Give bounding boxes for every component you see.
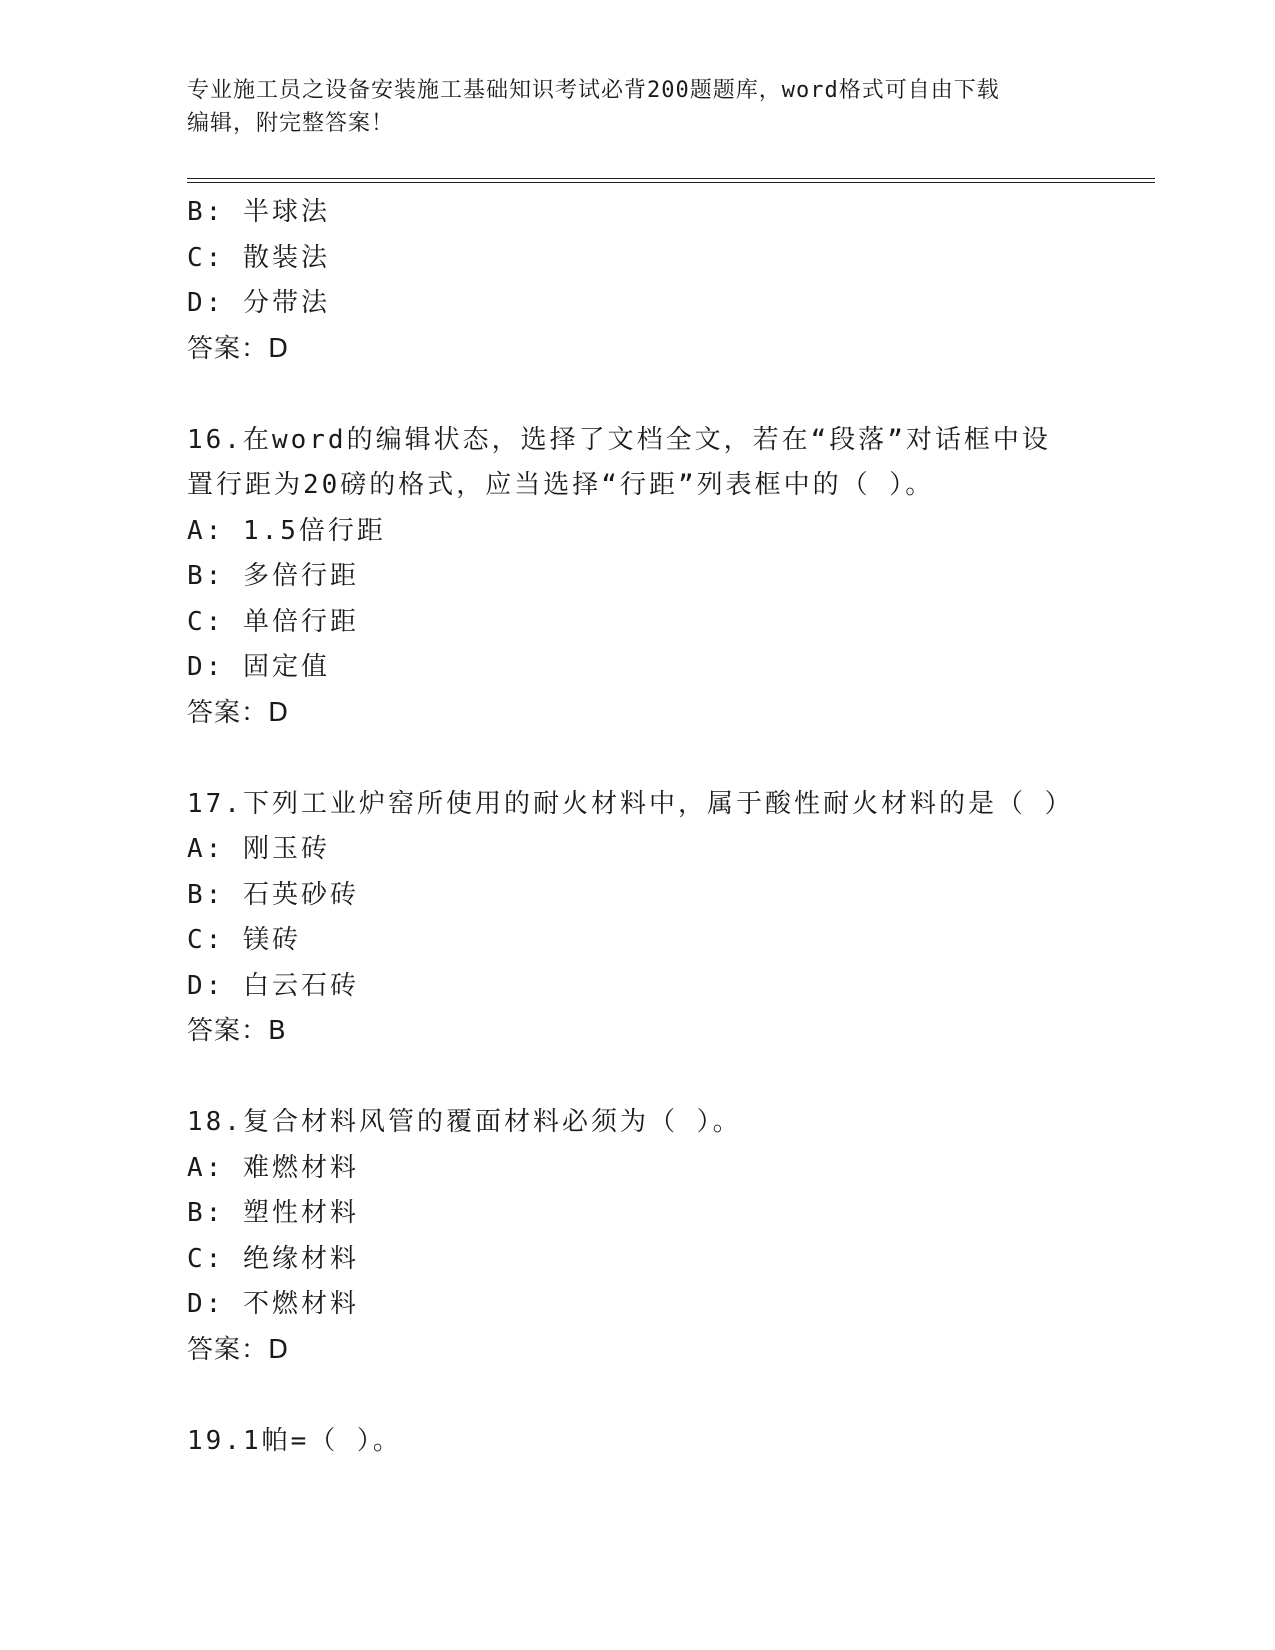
header-title-line-1: 专业施工员之设备安装施工基础知识考试必背200题题库，word格式可自由下载 — [187, 78, 1000, 103]
option-c: C: 单倍行距 — [187, 606, 359, 637]
option-d: D: 不燃材料 — [187, 1289, 359, 1319]
question-list — [187, 190, 1087, 1464]
header-title-line-2: 编辑，附完整答案！ — [187, 111, 395, 136]
option-b: B: 塑性材料 — [187, 1198, 359, 1228]
question-stem-line-2: 置行距为20磅的格式，应当选择“行距”列表框中的（ ）。 — [187, 470, 935, 500]
option-b: B: 半球法 — [187, 197, 330, 227]
question-stem-line-1: 18.复合材料风管的覆面材料必须为（ ）。 — [187, 1107, 742, 1137]
question-17 — [187, 782, 1087, 1055]
option-d: D: 白云石砖 — [187, 970, 359, 1001]
option-a: A: 1.5倍行距 — [187, 515, 386, 546]
option-c: C: 镁砖 — [187, 925, 301, 955]
question-stem-line-1: 19.1帕=（ ）。 — [187, 1425, 402, 1456]
option-a: A: 刚玉砖 — [187, 834, 330, 864]
option-b: B: 石英砂砖 — [187, 879, 359, 910]
question-15 — [187, 190, 1087, 372]
question-stem-line-1: 16.在word的编辑状态，选择了文档全文，若在“段落”对话框中设 — [187, 424, 1051, 455]
question-18 — [187, 1100, 1087, 1373]
answer-line: 答案：D — [187, 1334, 290, 1365]
option-b: B: 多倍行距 — [187, 561, 359, 591]
option-c: C: 散装法 — [187, 242, 330, 273]
option-d: D: 分带法 — [187, 288, 330, 318]
page-header — [187, 74, 1067, 140]
option-c: C: 绝缘材料 — [187, 1243, 359, 1274]
question-19 — [187, 1419, 1087, 1465]
answer-line: 答案：D — [187, 333, 290, 364]
answer-line: 答案：B — [187, 1016, 287, 1046]
option-d: D: 固定值 — [187, 652, 330, 682]
question-16 — [187, 418, 1087, 737]
answer-line: 答案：D — [187, 697, 290, 728]
option-a: A: 难燃材料 — [187, 1152, 359, 1183]
header-divider — [187, 178, 1155, 183]
question-stem-line-1: 17.下列工业炉窑所使用的耐火材料中，属于酸性耐火材料的是（ ） — [187, 788, 1074, 819]
